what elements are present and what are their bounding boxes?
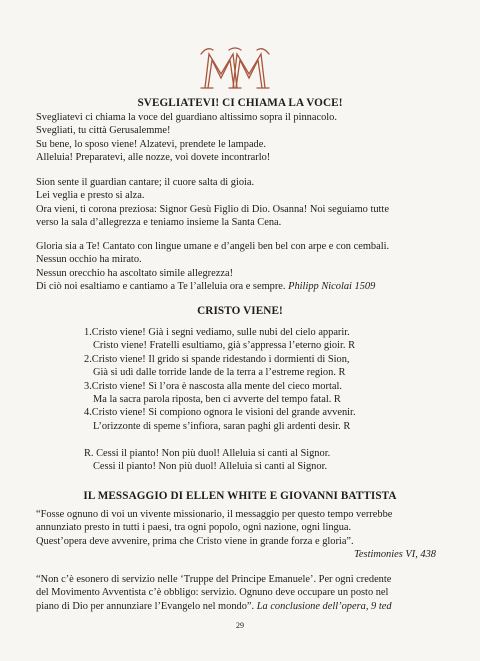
verse-line: 1.Cristo viene! Già i segni vediamo, sulle nubi del cielo apparir. (84, 327, 350, 338)
quote-line: annunziato presto in tutti i paesi, tra ogni popolo, ogni nazione, ogni lingua. (36, 522, 352, 534)
hymn-stanza-1 (36, 111, 337, 165)
section1-title: SVEGLIATEVI! CI CHIAMA LA VOCE! (137, 97, 343, 109)
page-number: 29 (236, 621, 244, 630)
verse-line: 3.Cristo viene! Sì l’ora è nascosta alla mente del cieco mortal. (84, 380, 342, 392)
quote-2 (36, 573, 392, 613)
quote-line: Quest’opera deve avvenire, prima che Cristo viene in grande forza e gloria”. (36, 535, 354, 547)
quote-line: “Fosse ognuno di voi un vivente missionario, il messaggio per questo tempo verrebbe (36, 509, 393, 520)
hymn-refrain (84, 447, 330, 474)
quote-1 (36, 508, 436, 562)
text-line (36, 280, 389, 293)
text-line: Gloria sia a Te! Cantato con lingue umane e d’angeli ben bel con arpe e con cembali. (36, 241, 390, 252)
text-line: Nessun orecchio ha ascoltato simile allegrezza! (36, 267, 234, 279)
quote-line: del Movimento Avventista c’è obbligo: servizio. Ognuno deve occupare un posto nel (36, 587, 389, 599)
hymn-verses (84, 326, 356, 433)
text-line: Ora vieni, ti corona preziosa: Signor Gesù Figlio di Dio. Osanna! Noi seguiamo tutte (36, 203, 389, 215)
verse-line: Cristo viene! Fratelli esultiamo, già s’appressa l’eterno gioir. R (93, 340, 356, 352)
verse-line: Ma la sacra parola riposta, ben ci avverte del tempo fatal. R (93, 394, 341, 406)
section2-title: CRISTO VIENE! (197, 305, 283, 317)
text-line: Alleluia! Preparatevi, alle nozze, voi dovete incontrarlo! (36, 152, 271, 164)
verse-line: 2.Cristo viene! Il grido si spande ridestando i dormienti di Sion, (84, 353, 350, 365)
text-line: Svegliatevi ci chiama la voce del guardiano altissimo sopra il pinnacolo. (36, 112, 337, 123)
verse-line: 4.Cristo viene! Si compiono ognora le visioni del grande avvenir. (84, 407, 356, 419)
text-line: Svegliati, tu città Gerusalemme! (36, 125, 171, 137)
attribution: Philipp Nicolai 1509 (288, 281, 376, 293)
quote-source: La conclusione dell’opera, 9 ted (256, 600, 392, 612)
hymn-stanza-3 (36, 240, 389, 294)
quote-line-content: piano di Dio per annunziare l’Evangelo nel mondo”. (36, 600, 255, 612)
text-line: Sion sente il guardian cantare; il cuore salta di gioia. (36, 177, 255, 188)
refrain-line: Cessi il pianto! Non più duol! Alleluia si canti al Signor. (93, 461, 328, 473)
quote-line: “Non c’è esonero di servizio nelle ‘Truppe del Principe Emanuele’. Per ogni credente (36, 574, 392, 585)
text-line-content: Di ciò noi esaltiamo e cantiamo a Te l’alleluia ora e sempre. (36, 281, 286, 293)
monogram-logo-icon (199, 44, 271, 94)
quote-line (36, 600, 392, 613)
verse-line: L’orizzonte di speme s’infiora, saran paghi gli ardenti desir. R (93, 420, 351, 432)
text-line: verso la sala d’allegrezza e teniamo insieme la Santa Cena. (36, 217, 282, 229)
hymn-stanza-2 (36, 176, 389, 230)
text-line: Lei veglia e presto si alza. (36, 190, 145, 202)
refrain-line: R. Cessi il pianto! Non più duol! Alleluia si canti al Signor. (84, 448, 331, 459)
quote-source: Testimonies VI, 438 (354, 549, 436, 561)
text-line: Nessun occhio ha mirato. (36, 254, 142, 266)
verse-line: Già si udì dalle torride lande de la terra a l’estreme region. R (93, 367, 346, 379)
section3-title: IL MESSAGGIO DI ELLEN WHITE E GIOVANNI BATTISTA (83, 490, 397, 502)
text-line: Su bene, lo sposo viene! Alzatevi, prendete le lampade. (36, 138, 266, 150)
